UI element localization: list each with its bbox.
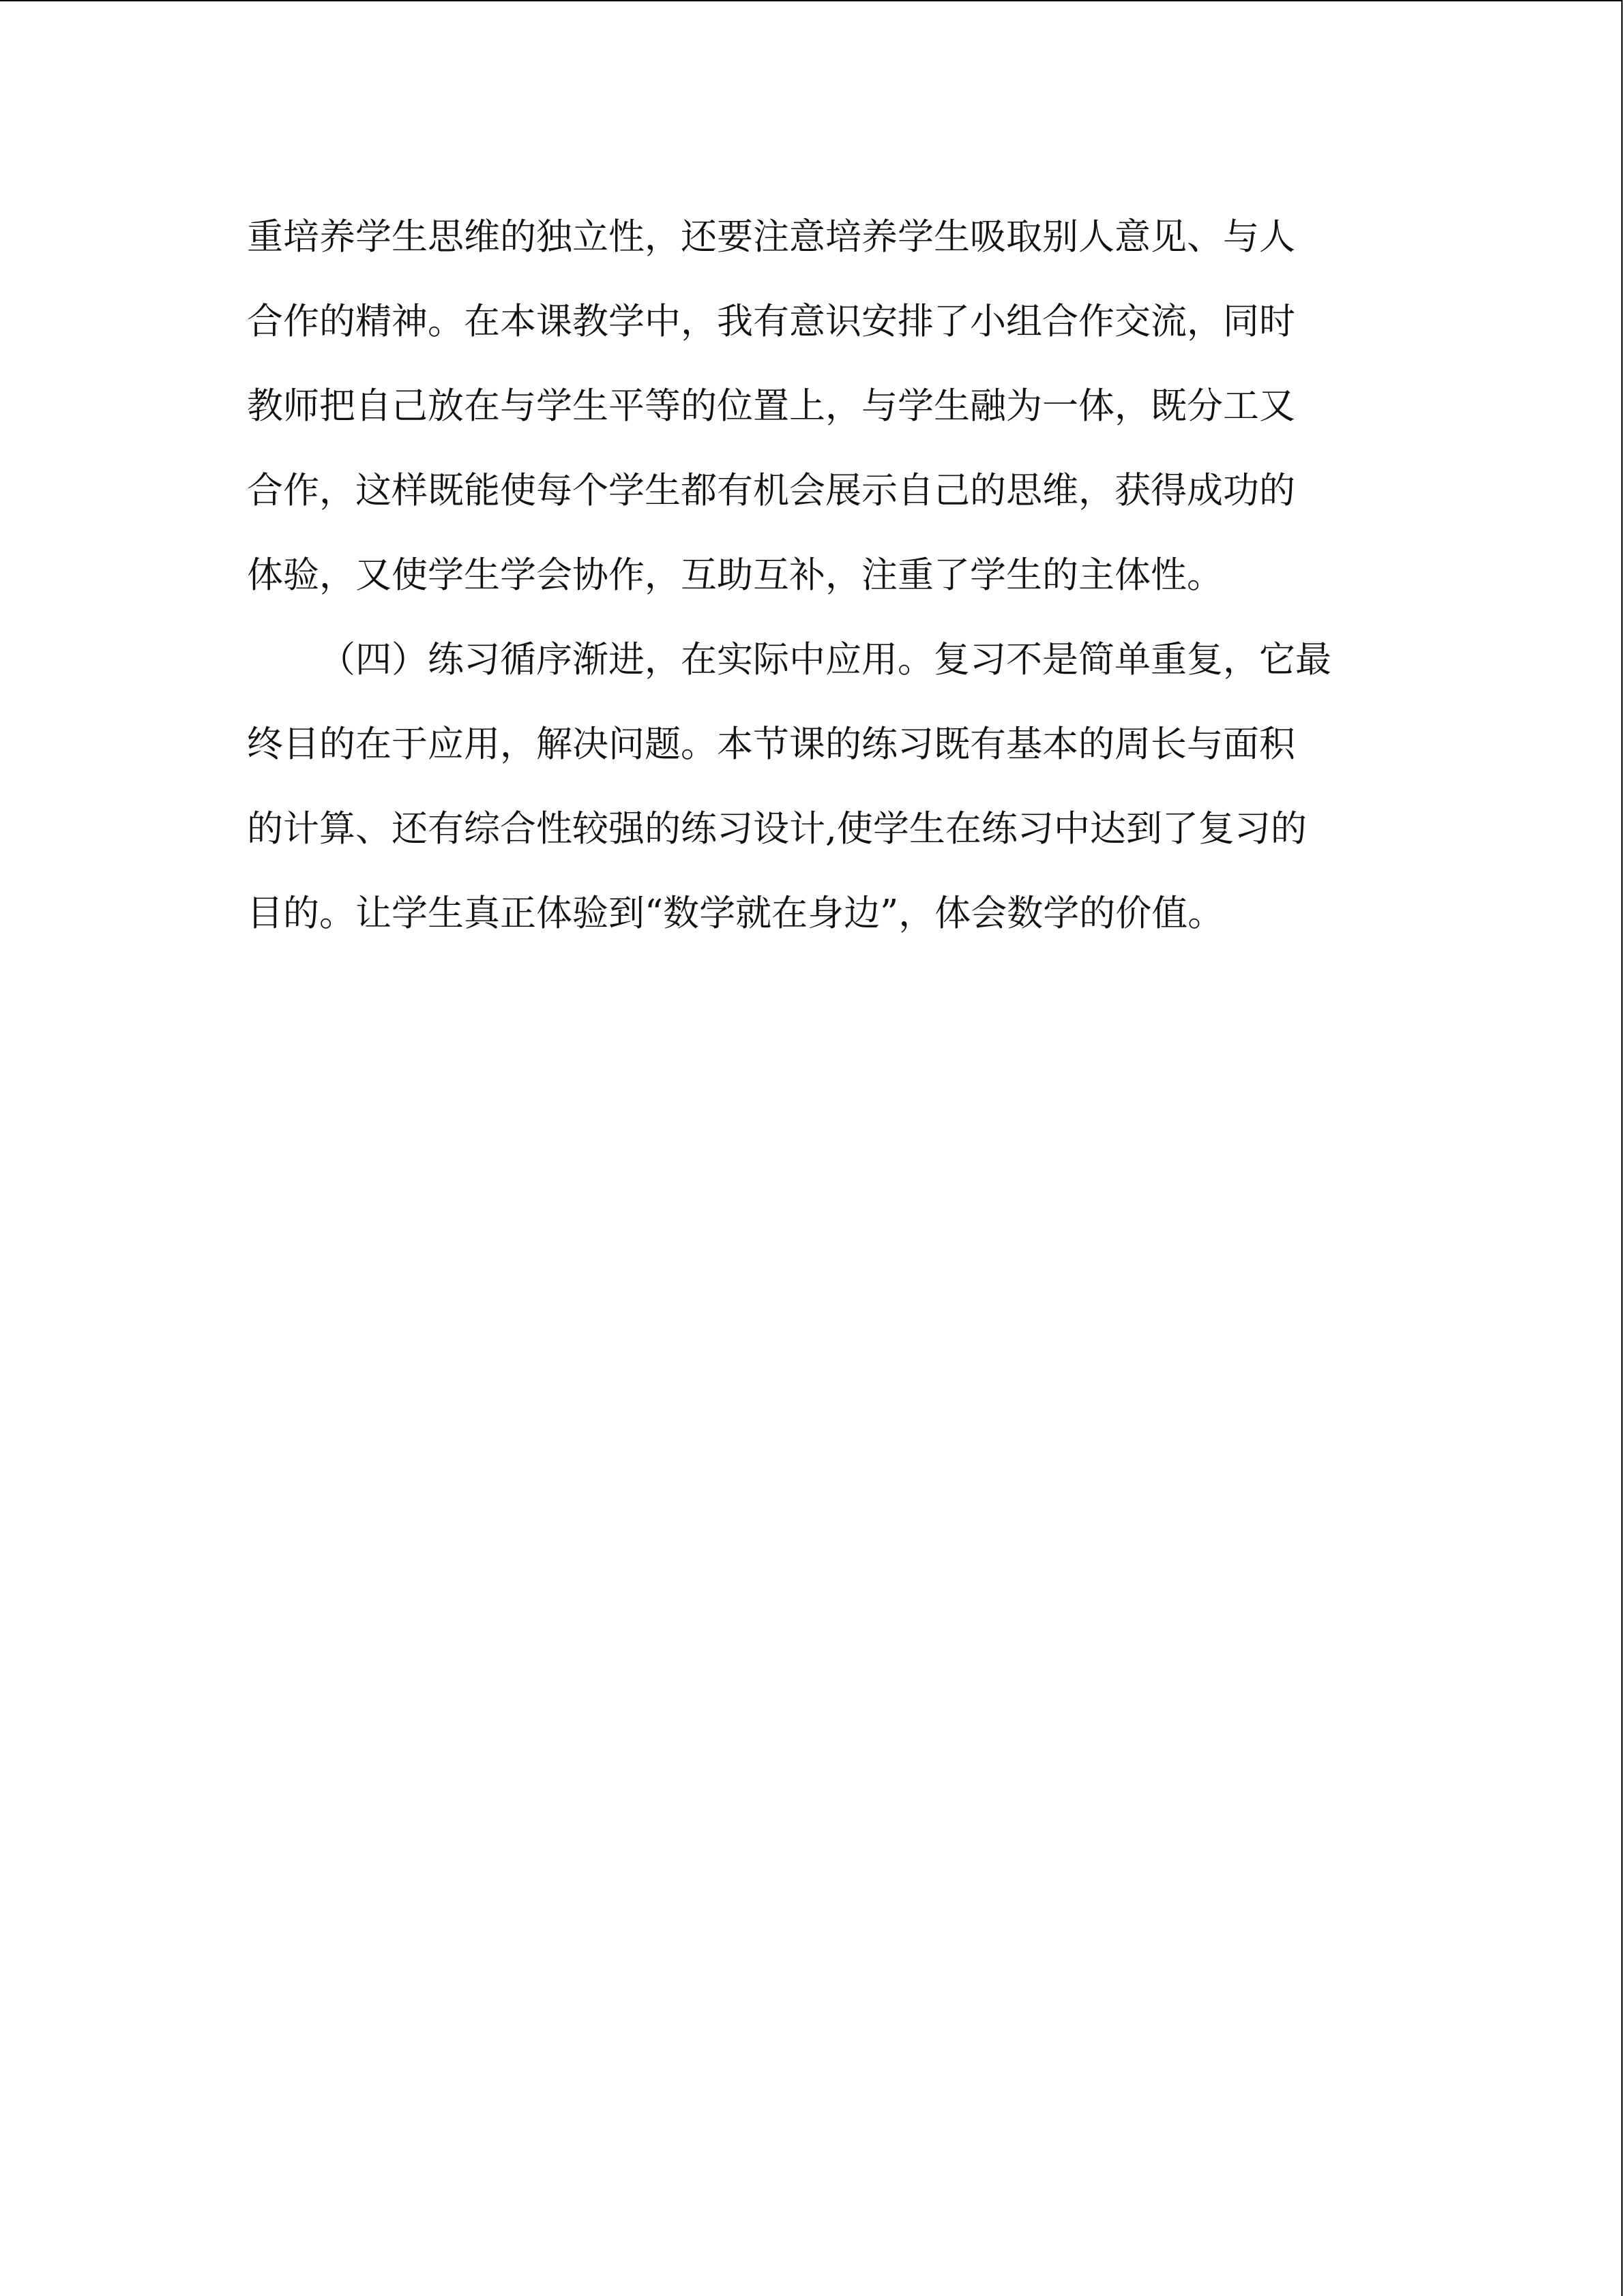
text-line-8: 的计算、还有综合性较强的练习设计,使学生在练习中达到了复习的 (247, 808, 1307, 850)
text-line-1: 重培养学生思维的独立性，还要注意培养学生吸取别人意见、与人 (247, 216, 1295, 258)
body-text (247, 195, 1376, 956)
text-line-9: 目的。让学生真正体验到“数学就在身边”，体会数学的价值。 (247, 893, 1224, 934)
text-line-6: （四）练习循序渐进，在实际中应用。复习不是简单重复，它最 (319, 639, 1331, 681)
text-line-4: 合作，这样既能使每个学生都有机会展示自己的思维，获得成功的 (247, 470, 1295, 511)
text-line-5: 体验，又使学生学会协作，互助互补，注重了学生的主体性。 (247, 554, 1223, 596)
text-line-3: 教师把自己放在与学生平等的位置上，与学生融为一体，既分工又 (247, 385, 1295, 427)
text-line-7: 终目的在于应用，解决问题。本节课的练习既有基本的周长与面积 (247, 724, 1295, 765)
text-line-2: 合作的精神。在本课教学中，我有意识安排了小组合作交流，同时 (247, 301, 1295, 342)
